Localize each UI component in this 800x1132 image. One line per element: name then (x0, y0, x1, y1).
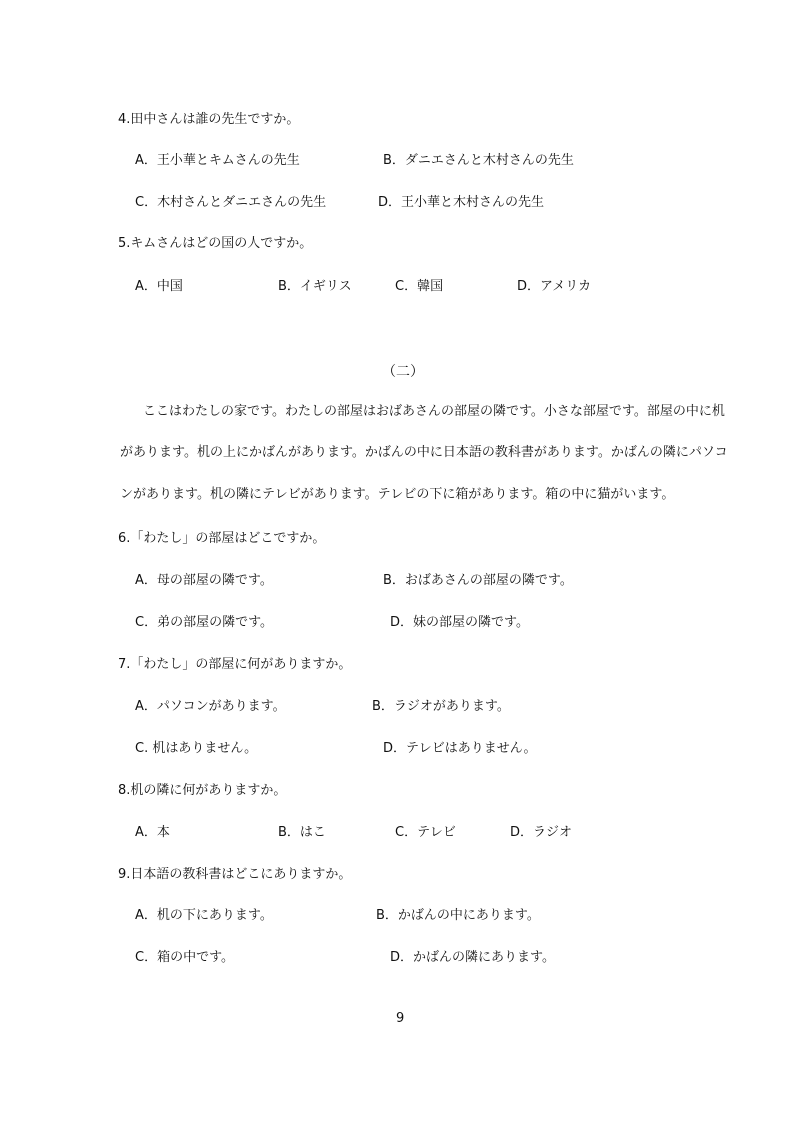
question-7-stem: 7.「わたし」の部屋に何がありますか。 (118, 657, 352, 672)
question-6-option-d: D．妹の部屋の隣です。 (390, 615, 529, 630)
question-4-option-d: D．王小華と木村さんの先生 (378, 195, 545, 210)
question-7-option-a: A．パソコンがあります。 (135, 699, 286, 714)
question-8-option-c: C．テレビ (395, 825, 456, 840)
question-7-option-d: D．テレビはありません。 (383, 741, 537, 756)
question-7-option-b: B．ラジオがあります。 (372, 699, 510, 714)
question-4-stem: 4.田中さんは誰の先生ですか。 (118, 112, 300, 127)
question-5-option-c: C．韓国 (395, 279, 444, 294)
question-6-option-b: B．おばあさんの部屋の隣です。 (383, 573, 573, 588)
question-4-option-a: A．王小華とキムさんの先生 (135, 153, 300, 168)
question-7-option-c: C. 机はありません。 (135, 741, 258, 756)
question-8-option-d: D．ラジオ (510, 825, 573, 840)
question-5-option-d: D．アメリカ (517, 279, 592, 294)
question-9-option-c: C．箱の中です。 (135, 950, 235, 965)
question-9-option-b: B．かばんの中にあります。 (376, 908, 540, 923)
passage-line-3: ンがあります。机の隣にテレビがあります。テレビの下に箱があります。箱の中に猫がいます。 (120, 487, 675, 502)
question-4-option-b: B．ダニエさんと木村さんの先生 (383, 153, 574, 168)
question-6-option-a: A．母の部屋の隣です。 (135, 573, 273, 588)
question-4-option-c: C．木村さんとダニエさんの先生 (135, 195, 327, 210)
question-5-option-b: B．イギリス (278, 279, 352, 294)
passage-line-1: ここはわたしの家です。わたしの部屋はおばあさんの部屋の隣です。小さな部屋です。部屋の中に机 (143, 404, 725, 419)
question-8-stem: 8.机の隣に何がありますか。 (118, 783, 287, 798)
question-9-stem: 9.日本語の教科書はどこにありますか。 (118, 867, 352, 882)
question-9-option-d: D．かばんの隣にあります。 (390, 950, 555, 965)
question-8-option-b: B．はこ (278, 825, 326, 840)
question-6-stem: 6.「わたし」の部屋はどこですか。 (118, 531, 326, 546)
question-9-option-a: A．机の下にあります。 (135, 908, 273, 923)
passage-line-2: があります。机の上にかばんがあります。かばんの中に日本語の教科書があります。かばんの隣にパソコ (120, 445, 728, 460)
section-heading: （二） (382, 364, 424, 380)
page-number: 9 (396, 1011, 405, 1026)
question-6-option-c: C．弟の部屋の隣です。 (135, 615, 274, 630)
question-5-stem: 5.キムさんはどの国の人ですか。 (118, 236, 313, 251)
question-5-option-a: A．中国 (135, 279, 183, 294)
question-8-option-a: A．本 (135, 825, 170, 840)
